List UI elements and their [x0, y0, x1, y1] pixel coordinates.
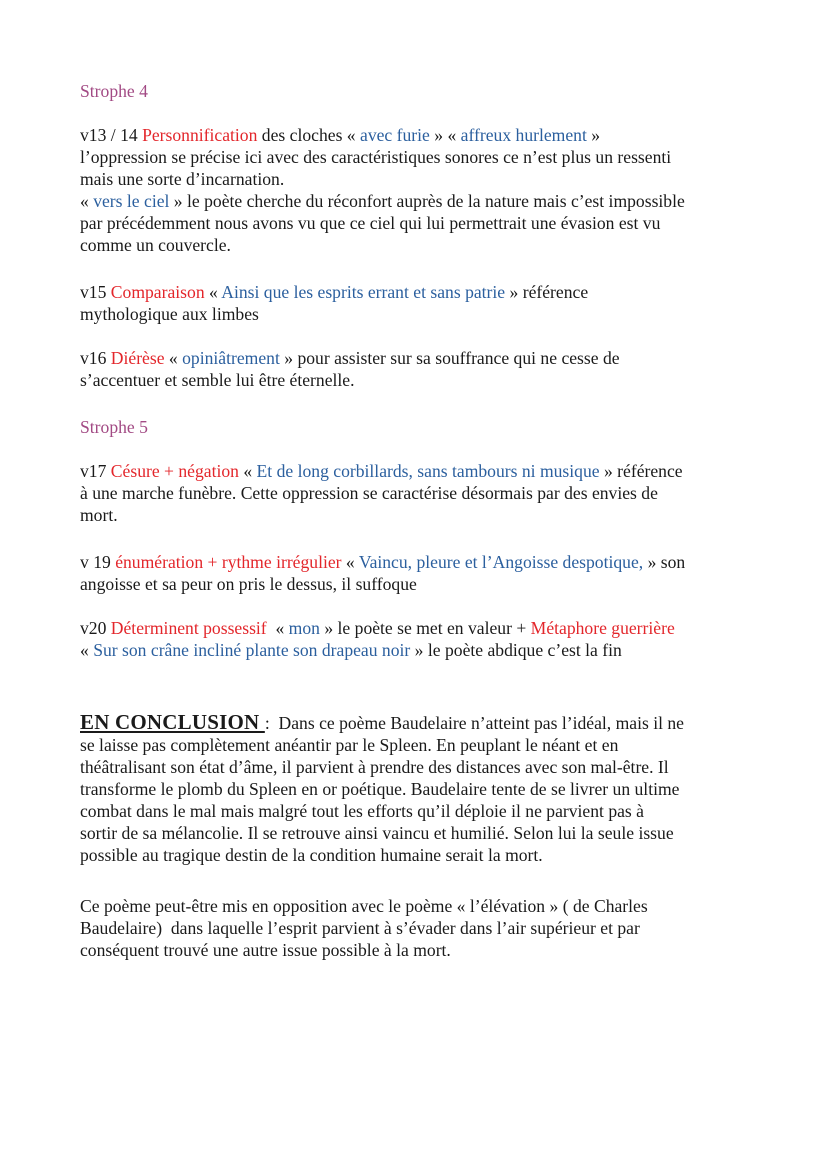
- text-line: [80, 573, 780, 595]
- text-line: [80, 800, 780, 822]
- text-segment: »: [586, 125, 601, 145]
- text-segment: «: [80, 640, 94, 660]
- text-segment: v13 / 14: [80, 125, 143, 145]
- figure-of-speech: énumération + rythme irrégulier: [115, 552, 342, 572]
- text-segment: «: [204, 282, 222, 302]
- poem-quote: Ainsi que les esprits errant et sans patrie: [221, 282, 506, 302]
- figure-of-speech: Déterminent possessif: [110, 618, 267, 638]
- text-line: [80, 190, 780, 212]
- text-segment: se laisse pas complètement anéantir par le Spleen. En peuplant le néant et en: [80, 735, 619, 755]
- text-line: [80, 234, 780, 256]
- text-segment: » le poète abdique c’est la fin: [410, 640, 622, 660]
- text-segment: mythologique aux limbes: [80, 304, 259, 324]
- conclusion-paragraph: [80, 711, 780, 866]
- poem-quote: avec furie: [360, 125, 430, 145]
- figure-of-speech: Métaphore guerrière: [530, 618, 675, 638]
- text-line: [80, 504, 780, 526]
- poem-quote: opiniâtrement: [182, 348, 280, 368]
- text-line: [80, 939, 780, 961]
- text-segment: possible au tragique destin de la condition humaine serait la mort.: [80, 845, 543, 865]
- text-line: [80, 281, 780, 303]
- text-line: [80, 617, 780, 639]
- text-line: [80, 124, 780, 146]
- text-segment: mais une sorte d’incarnation.: [80, 169, 285, 189]
- text-segment: combat dans le mal mais malgré tout les efforts qu’il déploie il ne parvient pas à: [80, 801, 644, 821]
- opposition-paragraph: [80, 895, 780, 961]
- text-segment: «: [238, 461, 257, 481]
- text-segment: » référence: [505, 282, 589, 302]
- poem-quote: Vaincu, pleure et l’Angoisse despotique,: [358, 552, 644, 572]
- text-segment: » le poète se met en valeur +: [319, 618, 531, 638]
- text-line: [80, 734, 780, 756]
- text-segment: «: [341, 552, 359, 572]
- text-segment: des cloches «: [257, 125, 361, 145]
- text-segment: «: [80, 191, 94, 211]
- text-line: [80, 303, 780, 325]
- text-segment: v15: [80, 282, 111, 302]
- text-line: [80, 756, 780, 778]
- text-segment: v16: [80, 348, 111, 368]
- text-segment: » pour assister sur sa souffrance qui ne cesse de: [279, 348, 620, 368]
- v16-analysis: [80, 347, 780, 391]
- figure-of-speech: Personnification: [142, 125, 258, 145]
- text-line: [80, 778, 780, 800]
- text-segment: conséquent trouvé une autre issue possible à la mort.: [80, 940, 451, 960]
- poem-quote: mon: [288, 618, 320, 638]
- text-line: [80, 482, 780, 504]
- text-segment: v17: [80, 461, 111, 481]
- text-segment: Baudelaire) dans laquelle l’esprit parvient à s’évader dans l’air supérieur et par: [80, 918, 640, 938]
- figure-of-speech: Césure + négation: [110, 461, 239, 481]
- text-line: [80, 416, 780, 438]
- text-segment: transforme le plomb du Spleen en or poétique. Baudelaire tente de se livrer un ultime: [80, 779, 680, 799]
- text-segment: v 19: [80, 552, 116, 572]
- section-heading: Strophe 4: [80, 81, 148, 101]
- text-line: [80, 711, 780, 734]
- conclusion-heading: EN CONCLUSION: [80, 710, 265, 734]
- text-segment: » le poète cherche du réconfort auprès de la nature mais c’est impossible: [169, 191, 685, 211]
- v15-analysis: [80, 281, 780, 325]
- v19-analysis: [80, 551, 780, 595]
- strophe-5-heading: [80, 416, 780, 438]
- text-line: [80, 168, 780, 190]
- text-segment: l’oppression se précise ici avec des caractéristiques sonores ce n’est plus un ressenti: [80, 147, 672, 167]
- text-segment: à une marche funèbre. Cette oppression se caractérise désormais par des envies de: [80, 483, 658, 503]
- text-segment: s’accentuer et semble lui être éternelle.: [80, 370, 355, 390]
- section-heading: Strophe 5: [80, 417, 148, 437]
- text-segment: Ce poème peut-être mis en opposition avec le poème « l’élévation » ( de Charles: [80, 896, 648, 916]
- text-segment: «: [266, 618, 289, 638]
- text-line: [80, 347, 780, 369]
- text-segment: : Dans ce poème Baudelaire n’atteint pas l’idéal, mais il ne: [264, 713, 684, 733]
- text-segment: v20: [80, 618, 111, 638]
- text-line: [80, 844, 780, 866]
- text-segment: comme un couvercle.: [80, 235, 231, 255]
- poem-quote: Sur son crâne incliné plante son drapeau noir: [93, 640, 411, 660]
- text-segment: » «: [429, 125, 461, 145]
- text-line: [80, 895, 780, 917]
- text-segment: théâtralisant son état d’âme, il parvient à prendre des distances avec son mal-être. Il: [80, 757, 669, 777]
- poem-quote: affreux hurlement: [460, 125, 587, 145]
- strophe-4-heading: [80, 80, 780, 102]
- text-line: [80, 822, 780, 844]
- text-line: [80, 551, 780, 573]
- text-segment: sortir de sa mélancolie. Il se retrouve ainsi vaincu et humilié. Selon lui la seule issue: [80, 823, 674, 843]
- poem-quote: vers le ciel: [93, 191, 170, 211]
- text-line: [80, 146, 780, 168]
- text-segment: » référence: [599, 461, 683, 481]
- text-line: [80, 460, 780, 482]
- figure-of-speech: Diérèse: [110, 348, 165, 368]
- v13-14-analysis: [80, 124, 780, 256]
- text-line: [80, 639, 780, 661]
- v20-analysis: [80, 617, 780, 661]
- text-line: [80, 917, 780, 939]
- figure-of-speech: Comparaison: [110, 282, 205, 302]
- text-segment: angoisse et sa peur on pris le dessus, il suffoque: [80, 574, 417, 594]
- text-segment: » son: [643, 552, 686, 572]
- v17-analysis: [80, 460, 780, 526]
- text-line: [80, 369, 780, 391]
- text-line: [80, 80, 780, 102]
- text-segment: mort.: [80, 505, 118, 525]
- text-segment: «: [164, 348, 183, 368]
- text-segment: par précédemment nous avons vu que ce ciel qui lui permettrait une évasion est vu: [80, 213, 661, 233]
- poem-quote: Et de long corbillards, sans tambours ni musique: [256, 461, 600, 481]
- text-line: [80, 212, 780, 234]
